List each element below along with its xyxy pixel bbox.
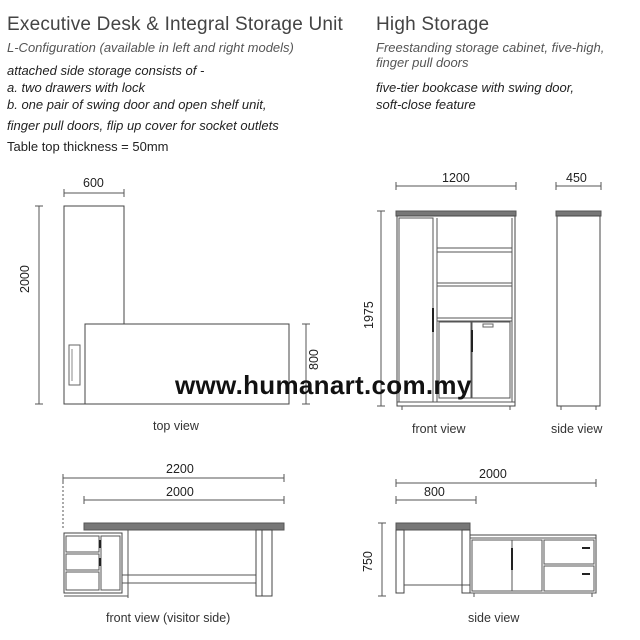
right-spec-title: High Storage <box>376 14 490 35</box>
left-spec-title: Executive Desk & Integral Storage Unit <box>7 14 344 35</box>
right-spec-subtitle-2: finger pull doors <box>376 55 469 70</box>
right-spec-desc-2: soft-close feature <box>376 97 476 112</box>
dim-side-top: 800 <box>424 485 445 499</box>
left-spec-subtitle: L-Configuration (available in left and right models) <box>7 40 294 55</box>
dim-desk-top-width: 600 <box>83 176 104 190</box>
dim-front-total: 2200 <box>166 462 194 476</box>
left-spec-line-4: finger pull doors, flip up cover for socket outlets <box>7 118 279 133</box>
desk-side-drawing <box>378 479 596 597</box>
dim-desk-top-depth: 2000 <box>18 265 32 293</box>
dim-side-height: 750 <box>361 551 375 572</box>
watermark-text: www.humanart.com.my <box>175 370 472 400</box>
caption-front-view: front view <box>412 422 466 436</box>
right-spec-desc-1: five-tier bookcase with swing door, <box>376 80 574 95</box>
caption-top-view: top view <box>153 419 199 433</box>
thickness-note: Table top thickness = 50mm <box>7 139 169 154</box>
dim-front-desk: 2000 <box>166 485 194 499</box>
caption-side-view: side view <box>551 422 603 436</box>
caption-front-visitor: front view (visitor side) <box>106 611 231 625</box>
left-spec-line-2: a. two drawers with lock <box>7 80 145 95</box>
dim-side-total: 2000 <box>479 467 507 481</box>
left-spec-line-1: attached side storage consists of - <box>7 63 205 78</box>
dim-desk-top-return: 800 <box>307 349 321 370</box>
dim-storage-height: 1975 <box>362 301 376 329</box>
dim-storage-width: 1200 <box>442 171 470 185</box>
caption-side-view-2: side view <box>468 611 520 625</box>
storage-side-drawing <box>556 182 601 410</box>
dim-storage-depth: 450 <box>566 171 587 185</box>
left-spec-line-3: b. one pair of swing door and open shelf unit, <box>7 97 267 112</box>
right-spec-subtitle-1: Freestanding storage cabinet, five-high, <box>376 40 605 55</box>
